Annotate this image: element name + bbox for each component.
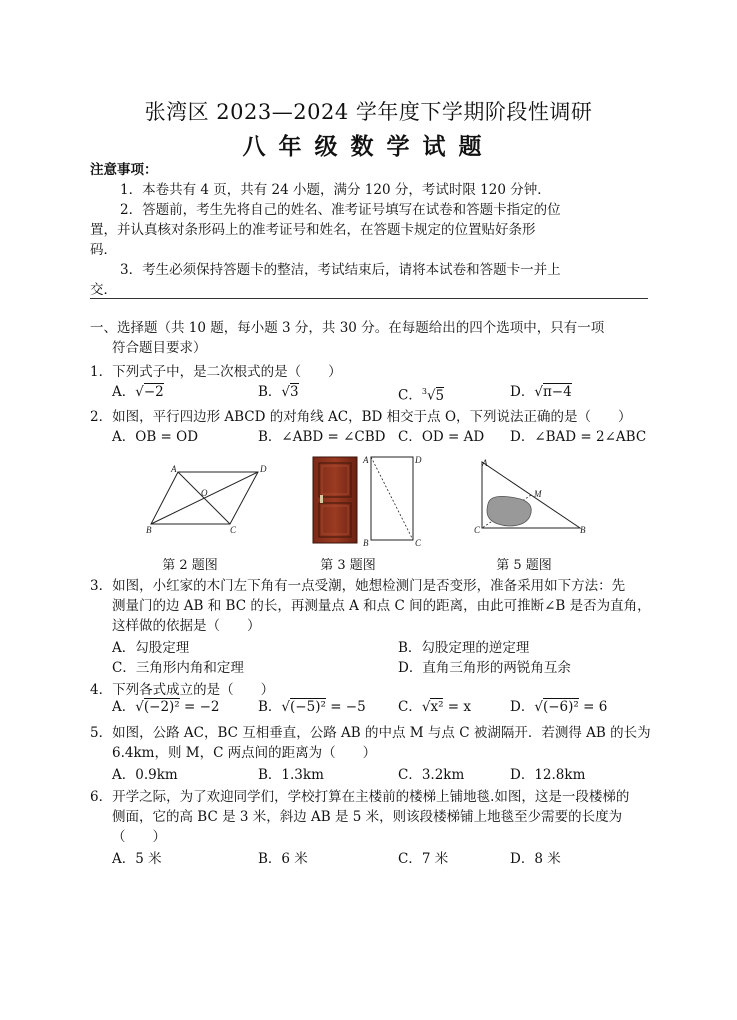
q6-option-a: A．5 米: [112, 851, 162, 867]
divider: [90, 298, 648, 299]
sqrt-icon: √: [135, 384, 144, 400]
f2-label-c: C: [230, 525, 237, 535]
q4-option-b: B．√(−5)² = −5: [258, 699, 366, 715]
q1-option-c: C．$^3$√5: [398, 387, 445, 404]
q2-option-c: C．OD = AD: [398, 429, 485, 445]
q6-option-d: D．8 米: [510, 851, 561, 867]
cube-root-icon: √: [426, 387, 436, 404]
q5-option-c: C．3.2km: [398, 767, 465, 783]
q3-option-b: B．勾股定理的逆定理: [398, 640, 530, 656]
q4-option-a: A．√(−2)² = −2: [112, 699, 220, 715]
notice-item-3-line-2: 交．: [90, 282, 117, 298]
q1-option-a: A．√−2: [112, 384, 164, 400]
q5-line-1: 5．如图，公路 AC，BC 互相垂直，公路 AB 的中点 M 与点 C 被湖隔开．若测得 AB 的长为: [90, 725, 651, 741]
q6-line-2: 侧面，它的高 BC 是 3 米，斜边 AB 是 5 米，则该段楼梯铺上地毯至少需要的长度为: [112, 809, 623, 825]
f5-label-b: B: [580, 525, 586, 535]
q6-option-b: B．6 米: [258, 851, 308, 867]
notice-item-1: 1．本卷共有 4 页，共有 24 小题，满分 120 分，考试时限 120 分钟．: [120, 182, 551, 198]
f2-label-a: A: [171, 464, 177, 474]
f5-label-a: A: [482, 458, 488, 468]
f2-label-o: O: [201, 488, 208, 498]
figure-3-door: [305, 455, 430, 547]
section-1-heading-cont: 符合题目要求）: [112, 340, 207, 356]
f2-label-b: B: [146, 525, 152, 535]
f3-label-c: C: [415, 538, 422, 547]
figure-2-caption: 第 2 题图: [162, 558, 218, 573]
notice-item-2-line-2: 置，并认真核对条形码上的准考证号和姓名，在答题卡规定的位置贴好条形: [90, 222, 536, 238]
q2-stem: 2．如图，平行四边形 ABCD 的对角线 AC，BD 相交于点 O，下列说法正确的是（ ）: [90, 409, 632, 425]
f5-label-c: C: [474, 525, 481, 535]
q3-line-1: 3．如图，小红家的木门左下角有一点受潮，她想检测门是否变形，准备采用如下方法：先: [90, 578, 626, 594]
exam-title: 张湾区 2023—2024 学年度下学期阶段性调研: [144, 100, 593, 124]
q5-option-b: B．1.3km: [258, 767, 324, 783]
section-1-heading: 一、选择题（共 10 题，每小题 3 分，共 30 分。在每题给出的四个选项中，只有一项: [90, 320, 605, 336]
exam-subtitle: 八年级数学试题: [242, 133, 495, 160]
q3-option-d: D．直角三角形的两锐角互余: [398, 660, 571, 676]
q4-option-c: C．√x² = x: [398, 699, 471, 715]
sqrt-icon: √: [421, 699, 431, 715]
sqrt-icon: √: [534, 699, 543, 715]
q1-stem: 1．下列式子中，是二次根式的是（ ）: [90, 364, 342, 380]
q6-line-1: 6．开学之际，为了欢迎同学们，学校打算在主楼前的楼梯上铺地毯.如图，这是一段楼梯的: [90, 789, 630, 805]
notice-heading: 注意事项：: [90, 162, 158, 178]
q6-line-3: （ ）: [112, 829, 166, 845]
q4-stem: 4．下列各式成立的是（ ）: [90, 682, 275, 698]
q2-option-a: A．OB = OD: [112, 429, 199, 445]
notice-item-2-line-1: 2．答题前，考生先将自己的姓名、准考证号填写在试卷和答题卡指定的位: [120, 202, 561, 218]
q1-option-d: D．√π−4: [510, 384, 572, 400]
q5-option-a: A．0.9km: [112, 767, 178, 783]
notice-item-3-line-1: 3．考生必须保持答题卡的整洁，考试结束后，请将本试卷和答题卡一并上: [120, 262, 561, 278]
q2-option-b: B．∠ABD = ∠CBD: [258, 429, 386, 445]
q5-line-2: 6.4km，则 M，C 两点间的距离为（ ）: [112, 745, 377, 761]
q6-option-c: C．7 米: [398, 851, 449, 867]
f5-label-m: M: [534, 489, 542, 499]
q3-line-3: 这样做的依据是（ ）: [112, 618, 261, 634]
notice-item-2-line-3: 码．: [90, 242, 117, 258]
q3-line-2: 测量门的边 AB 和 BC 的长，再测量点 A 和点 C 间的距离，由此可推断∠B 是否为直角，: [112, 598, 651, 614]
f3-label-b: B: [363, 538, 369, 547]
q4-option-d: D．√(−6)² = 6: [510, 699, 608, 715]
door-handle-icon: [320, 495, 323, 503]
sqrt-icon: √: [534, 384, 543, 400]
f3-label-d: D: [415, 455, 422, 465]
sqrt-icon: √: [135, 699, 144, 715]
q1-option-b: B．√3: [258, 384, 299, 400]
sqrt-icon: √: [281, 384, 291, 400]
q3-option-c: C．三角形内角和定理: [112, 660, 244, 676]
figure-2-parallelogram: [145, 462, 270, 537]
figure-3-caption: 第 3 题图: [320, 558, 376, 573]
f3-label-a: A: [363, 455, 369, 465]
q5-option-d: D．12.8km: [510, 767, 586, 783]
q2-option-d: D．∠BAD = 2∠ABC: [510, 429, 647, 445]
figure-5-triangle-lake: [472, 458, 592, 538]
q3-option-a: A．勾股定理: [112, 640, 190, 656]
sqrt-icon: √: [281, 699, 291, 715]
lake-shape: [487, 496, 531, 526]
f2-label-d: D: [260, 464, 267, 474]
figure-5-caption: 第 5 题图: [496, 558, 552, 573]
